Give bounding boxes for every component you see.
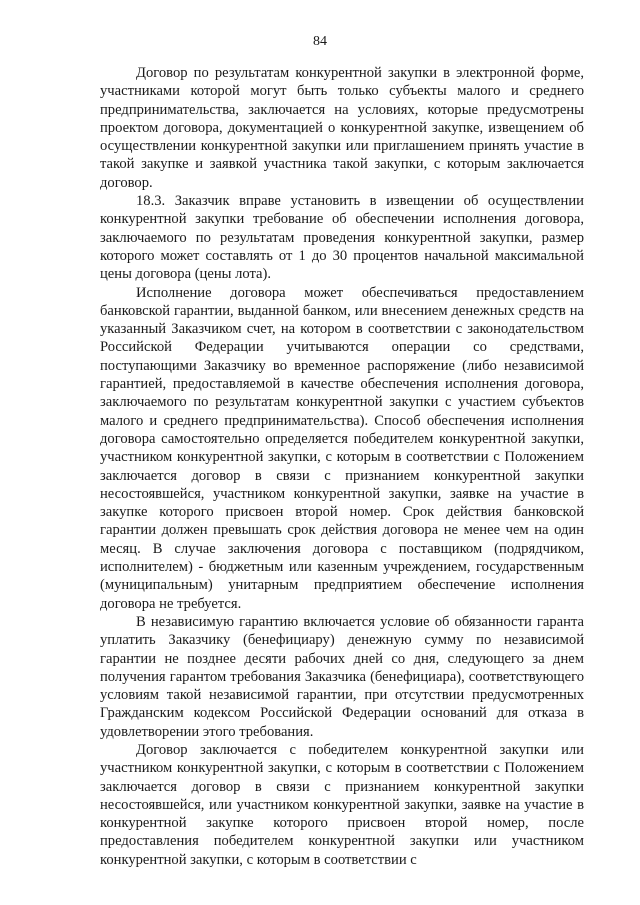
page-number: 84 bbox=[313, 34, 327, 49]
document-body bbox=[100, 64, 584, 869]
paragraph-independent-guarantee: В независимую гарантию включается условие об обязанности гаранта уплатить Заказчику (бенефициару) денежную сумму по независимой гарантии не позднее десяти рабочих дней со дня, следующего за днем получения гарантом требования Заказчика (бенефициара), соответствующего условиям такой независимой гарантии, при отсутствии предусмотренных Гражданским кодексом Российской Федерации оснований для отказа в удовлетворении этого требования. bbox=[100, 613, 584, 740]
paragraph-18-3-security-requirement: 18.3. Заказчик вправе установить в извещении об осуществлении конкурентной закупки требование об обеспечении исполнения договора, заключаемого по результатам проведения конкурентной закупки, размер которого может составлять от 1 до 30 процентов начальной максимальной цены договора (цены лота). bbox=[100, 193, 584, 283]
paragraph-contract-conclusion: Договор заключается с победителем конкурентной закупки или участником конкурентной закупки, с которым в соответствии с Положением заключается договор в связи с признанием конкурентной закупки несостоявшейся, или участником конкурентной закупки, заявке на участие в конкурентной закупке которого присвоен второй номер, после предоставления победителем конкурентной закупки или участником конкурентной закупки, с которым в соответствии с bbox=[100, 741, 584, 868]
paragraph-contract-smb: Договор по результатам конкурентной закупки в электронной форме, участниками которой могут быть только субъекты малого и среднего предпринимательства, заключается на условиях, которые предусмотрены проектом договора, документацией о конкурентной закупке, извещением об осуществлении конкурентной закупки или приглашением принять участие в такой закупке и заявкой участника такой закупки, с которым заключается договор. bbox=[100, 65, 584, 191]
paragraph-security-methods: Исполнение договора может обеспечиваться предоставлением банковской гарантии, выданной банком, или внесением денежных средств на указанный Заказчиком счет, на котором в соответствии с законодательством Российской Федерации учитываются операции со средствами, поступающими Заказчику во временное распоряжение (либо независимой гарантией, предоставляемой в качестве обеспечения исполнения договора, заключаемого по результатам конкурентной закупки с участием субъектов малого и среднего предпринимательства). Способ обеспечения исполнения договора самостоятельно определяется победителем конкурентной закупки, участником конкурентной закупки, с которым в соответствии с Положением заключается договор в связи с признанием конкурентной закупки несостоявшейся, участником конкурентной закупки, заявке на участие в закупке которого присвоен второй номер. Срок действия банковской гарантии должен превышать срок действия договора не менее чем на один месяц. В случае заключения договора с поставщиком (подрядчиком, исполнителем) - бюджетным или казенным учреждением, государственным (муниципальным) унитарным предприятием обеспечение исполнения договора не требуется. bbox=[100, 284, 584, 612]
